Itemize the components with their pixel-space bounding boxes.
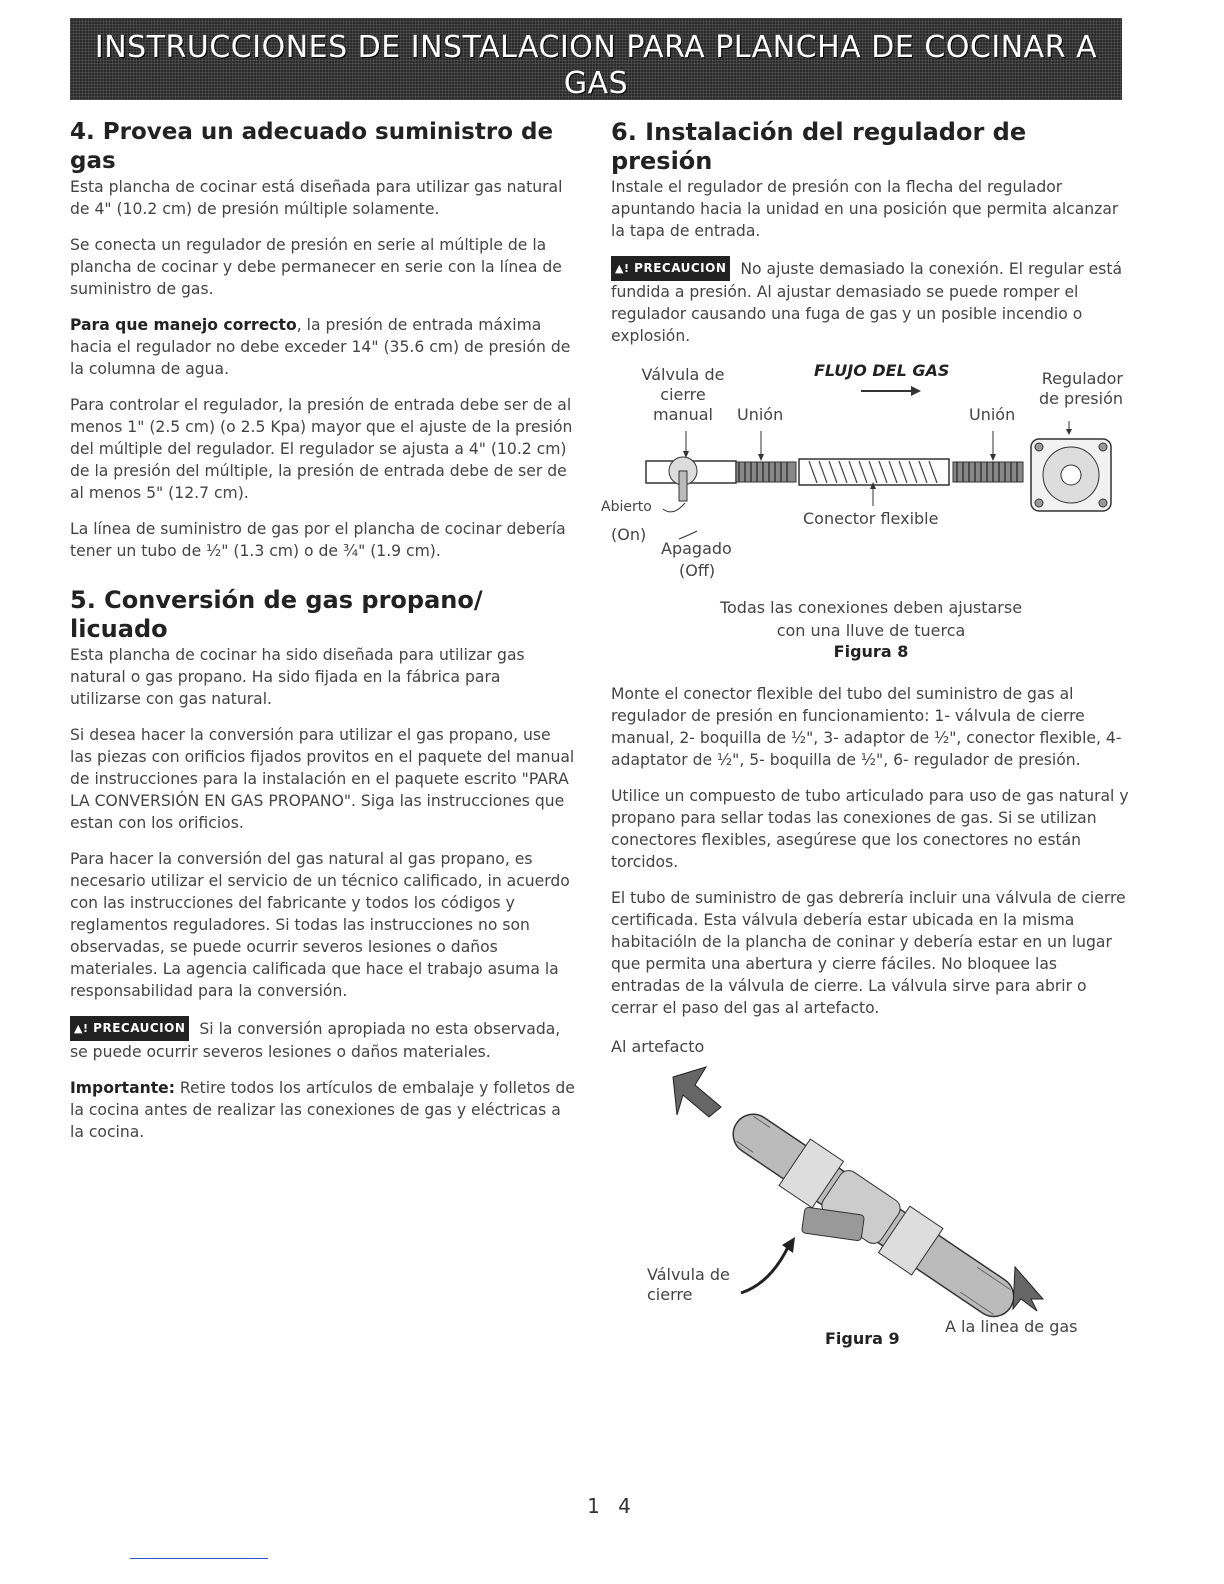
union-right-label: Unión (969, 405, 1016, 424)
section5-p2: Si desea hacer la conversión para utilizar el gas propano, use las piezas con orificios fijados provitos en el paquete del manual de instrucciones para la instalación en el paquete escrito "PARA LA CONVERSIÓN EN GAS PROPANO". Siga las instrucciones que estan con los orificios. (70, 726, 575, 832)
section6-p3: Utilice un compuesto de tubo articulado para uso de gas natural y propano para sellar todas las conexiones de gas. Si se utilizan conectores flexibles, asegúrese que los conectores no están torcidos. (611, 787, 1129, 871)
figure-9 (611, 1037, 1131, 1347)
left-column (70, 118, 575, 1157)
valve-label-line1: Válvula de (641, 365, 725, 384)
to-appliance-label: Al artefacto (611, 1037, 705, 1056)
section4-p3 (70, 314, 575, 380)
section4-heading: 4. Provea un adecuado suministro de gas (70, 119, 554, 174)
warning-icon: ▲! (74, 1022, 89, 1035)
section5-p3: Para hacer la conversión del gas natural al gas propano, es necesario utilizar el servicio de un técnico calificado, in acuerdo con las instrucciones del fabricante y todos los códigos y reglamentos reguladores. Si todas las instrucciones no son observadas, se puede ocurrir severos lesiones o daños materiales. La agencia calificada que hace el trabajo asuma la responsabilidad para la conversión. (70, 850, 570, 1000)
section5-caution-text: Si la conversión apropiada no esta observada, se puede ocurrir severos lesiones o daños materiales. (70, 1020, 561, 1061)
section6-heading: 6. Instalación del regulador de presión (611, 118, 1027, 175)
shutoff-valve-label (647, 1265, 730, 1305)
section5-caution (70, 1016, 575, 1063)
section6-p2: Monte el conector flexible del tubo del suministro de gas al regulador de presión en funcionamiento: 1- válvula de cierre manual, 2- boquilla de ½", 3- adaptor de ½", conector flexible, 4- adaptator de ½", 5- boquilla de ½", 6- regulador de presión. (611, 685, 1122, 769)
banner-title: INSTRUCCIONES DE INSTALACION PARA PLANCHA DE COCINAR A GAS (94, 30, 1098, 101)
section4-p3-lead: Para que manejo correcto (70, 316, 297, 334)
regulator-label-line1: Regulador (1041, 369, 1123, 388)
section6-caution (611, 256, 1131, 347)
page-banner (70, 18, 1122, 122)
shutoff-valve-line2: cierre (647, 1285, 693, 1304)
section6-caution-text: No ajuste demasiado la conexión. El regular está fundida a presión. Al ajustar demasiado se puede romper el regulador causando una fuga de gas y un posible incendio o explosión. (611, 260, 1123, 345)
page-number: 1 4 (587, 1494, 637, 1518)
closed-label: Apagado (661, 539, 732, 558)
section4-p5: La línea de suministro de gas por el plancha de cocinar debería tener un tubo de ½" (1.3 cm) o de ¾" (1.9 cm). (70, 520, 566, 560)
caution-label: PRECAUCION (93, 1021, 186, 1035)
caution-label: PRECAUCION (634, 261, 727, 275)
off-label: (Off) (679, 561, 716, 580)
section4-p2: Se conecta un regulador de presión en serie al múltiple de la plancha de cocinar y debe permanecer en serie con la línea de suministro de gas. (70, 236, 562, 298)
important-text: Retire todos los artículos de embalaje y folletos de la cocina antes de realizar las conexiones de gas y eléctricas a la cocina. (70, 1079, 575, 1141)
section6-p4: El tubo de suministro de gas debrería incluir una válvula de cierre certificada. Esta válvula debería estar ubicada en la misma habitacióln de la plancha de coninar y debería estar en un lugar que permita una abertura y cierre fáciles. No bloquee las entradas de la válvula de cierre. La válvula sirve para abrir o cerrar el paso del gas al artefacto. (611, 889, 1126, 1017)
section5-p1: Esta plancha de cocinar ha sido diseñada para utilizar gas natural o gas propano. Ha sido fijada en la fábrica para utilizarse con gas natural. (70, 646, 525, 708)
section4-p4: Para controlar el regulador, la presión de entrada debe ser de al menos 1" (2.5 cm) (o 2.5 Kpa) mayor que el ajuste de la presión del múltiple del regulador. El regulador se ajusta a 4" (10.2 cm) de la presión del múltiple, la presión de entrada debe de ser de al menos 5" (12.7 cm). (70, 396, 573, 502)
section5-heading: 5. Conversión de gas propano/ licuado (70, 586, 483, 643)
footer-rule (130, 1558, 268, 1559)
caution-badge (70, 1016, 189, 1041)
caution-badge (611, 256, 730, 281)
section4-p3-text: , la presión de entrada máxima hacia el regulador no debe exceder 14" (35.6 cm) de presión de la columna de agua. (70, 316, 571, 378)
figure8-caption-line2: con una lluve de tuerca (776, 621, 966, 640)
important-lead: Importante: (70, 1079, 175, 1097)
figure8-title: Figura 8 (833, 642, 909, 661)
open-label: Abierto (601, 499, 652, 515)
shutoff-valve-line1: Válvula de (647, 1265, 730, 1284)
connector-label: Conector flexible (803, 509, 939, 528)
figure9-title: Figura 9 (825, 1329, 900, 1348)
to-gas-line-label: A la linea de gas (945, 1317, 1078, 1336)
section4-p1: Esta plancha de cocinar está diseñada para utilizar gas natural de 4" (10.2 cm) de presión múltiple solamente. (70, 178, 563, 218)
section5-important (70, 1077, 575, 1143)
on-label: (On) (611, 525, 647, 544)
valve-label-line2: cierre (660, 385, 706, 404)
right-column (601, 118, 1131, 1348)
figure-8 (601, 361, 1131, 596)
banner-subtitle: (Modelos con un horno eléctrico empotrado facultativo) (386, 104, 806, 122)
warning-icon: ▲! (615, 262, 630, 275)
gas-flow-label: FLUJO DEL GAS (814, 361, 950, 380)
valve-label-line3: manual (653, 405, 713, 424)
regulator-label-line2: de presión (1038, 389, 1123, 408)
section6-p1: Instale el regulador de presión con la flecha del regulador apuntando hacia la unidad en una posición que permita alcanzar la tapa de entrada. (611, 178, 1119, 240)
figure8-caption-line1: Todas las conexiones deben ajustarse (719, 598, 1023, 617)
union-left-label: Unión (737, 405, 784, 424)
